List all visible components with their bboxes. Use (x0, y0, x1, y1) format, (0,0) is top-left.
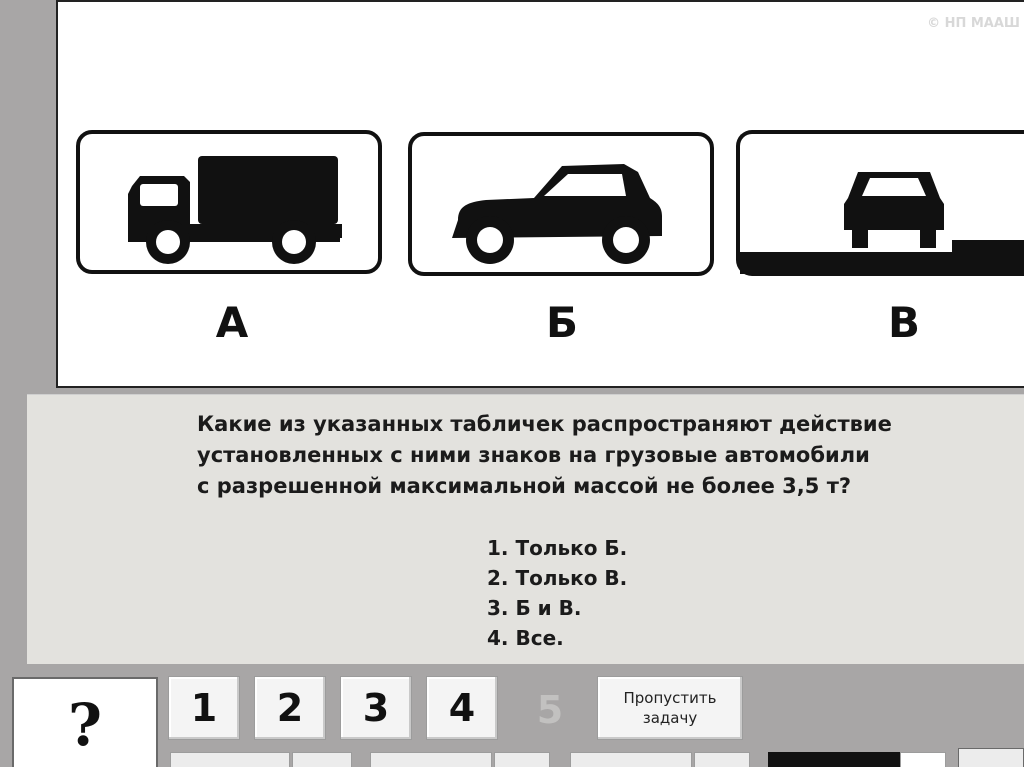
plate-c (736, 130, 1024, 276)
car-parking-icon (740, 134, 1024, 274)
answer-button-3[interactable]: 3 (340, 676, 412, 740)
answer-button-1[interactable]: 1 (168, 676, 240, 740)
answer-button-2[interactable]: 2 (254, 676, 326, 740)
plate-b (408, 132, 714, 276)
question-line: установленных с ними знаков на грузовые автомобили (197, 443, 870, 467)
help-button[interactable] (12, 677, 158, 767)
plate-a-letter: А (215, 298, 249, 347)
answer-button-5-disabled: 5 (536, 688, 564, 732)
plate-a (76, 130, 382, 274)
corner-button[interactable] (958, 748, 1024, 767)
skip-task-button[interactable] (597, 676, 743, 740)
progress-bar-remainder (900, 752, 946, 767)
plate-b-letter: Б (545, 298, 578, 347)
answer-list (487, 533, 627, 653)
answer-option-3: 3. Б и В. (487, 596, 582, 620)
sign-image-panel (56, 0, 1024, 388)
answer-option-4: 4. Все. (487, 626, 564, 650)
answer-option-1: 1. Только Б. (487, 536, 628, 560)
status-cell-3 (370, 752, 492, 767)
question-text (197, 409, 977, 502)
plate-c-letter: В (887, 298, 920, 347)
status-cell-2 (292, 752, 352, 767)
question-line: Какие из указанных табличек распространяют действие (197, 412, 892, 436)
answer-option-2: 2. Только В. (487, 566, 628, 590)
question-line: с разрешенной максимальной массой не более 3,5 т? (197, 474, 852, 498)
status-cell-5 (570, 752, 692, 767)
answer-button-4[interactable]: 4 (426, 676, 498, 740)
question-mark-icon: ? (68, 691, 102, 759)
status-cell-4 (494, 752, 550, 767)
skip-label-line1: Пропустить (623, 689, 717, 707)
status-cell-6 (694, 752, 750, 767)
car-icon (412, 136, 710, 272)
skip-label-line2: задачу (642, 709, 698, 727)
question-panel (27, 394, 1024, 664)
watermark-text: © НП МААШ (927, 16, 1020, 31)
truck-icon (80, 134, 378, 270)
status-cell-1 (170, 752, 290, 767)
